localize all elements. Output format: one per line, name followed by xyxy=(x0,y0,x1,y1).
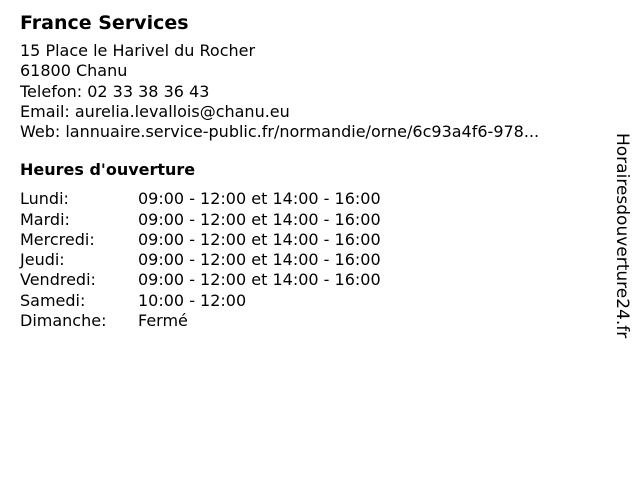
hours-row-thursday xyxy=(20,250,381,270)
day-label: Mercredi: xyxy=(20,229,95,249)
opening-hours-heading: Heures d'ouverture xyxy=(20,160,196,180)
day-label: Samedi: xyxy=(20,290,86,310)
day-hours: 09:00 - 12:00 et 14:00 - 16:00 xyxy=(138,270,381,290)
street-address: 15 Place le Harivel du Rocher xyxy=(20,41,256,60)
day-hours: 09:00 - 12:00 et 14:00 - 16:00 xyxy=(138,229,381,249)
hours-row-sunday xyxy=(20,311,381,331)
day-label: Mardi: xyxy=(20,209,70,229)
day-hours: 10:00 - 12:00 xyxy=(138,290,247,310)
day-label: Dimanche: xyxy=(20,310,107,330)
website-link[interactable]: Web: lannuaire.service-public.fr/normandie/orne/6c93a4f6-978... xyxy=(20,122,540,142)
day-label: Jeudi: xyxy=(20,250,65,270)
business-card xyxy=(20,9,600,331)
phone-line: Telefon: 02 33 38 36 43 xyxy=(20,81,210,101)
city-postcode: 61800 Chanu xyxy=(20,61,128,81)
day-hours: 09:00 - 12:00 et 14:00 - 16:00 xyxy=(138,250,381,270)
hours-row-wednesday xyxy=(20,230,381,250)
hours-row-saturday xyxy=(20,291,381,311)
day-hours: Fermé xyxy=(138,310,188,330)
day-label: Vendredi: xyxy=(20,270,96,290)
day-hours: 09:00 - 12:00 et 14:00 - 16:00 xyxy=(138,209,381,229)
email-line: Email: aurelia.levallois@chanu.eu xyxy=(20,101,290,121)
day-label: Lundi: xyxy=(20,189,69,209)
hours-row-tuesday xyxy=(20,210,381,230)
site-watermark: Horairesdouverture24.fr xyxy=(612,133,632,339)
business-name: France Services xyxy=(20,12,189,34)
opening-hours-table xyxy=(20,189,381,330)
day-hours: 09:00 - 12:00 et 14:00 - 16:00 xyxy=(138,189,381,209)
hours-row-friday xyxy=(20,270,381,290)
hours-row-monday xyxy=(20,189,381,209)
